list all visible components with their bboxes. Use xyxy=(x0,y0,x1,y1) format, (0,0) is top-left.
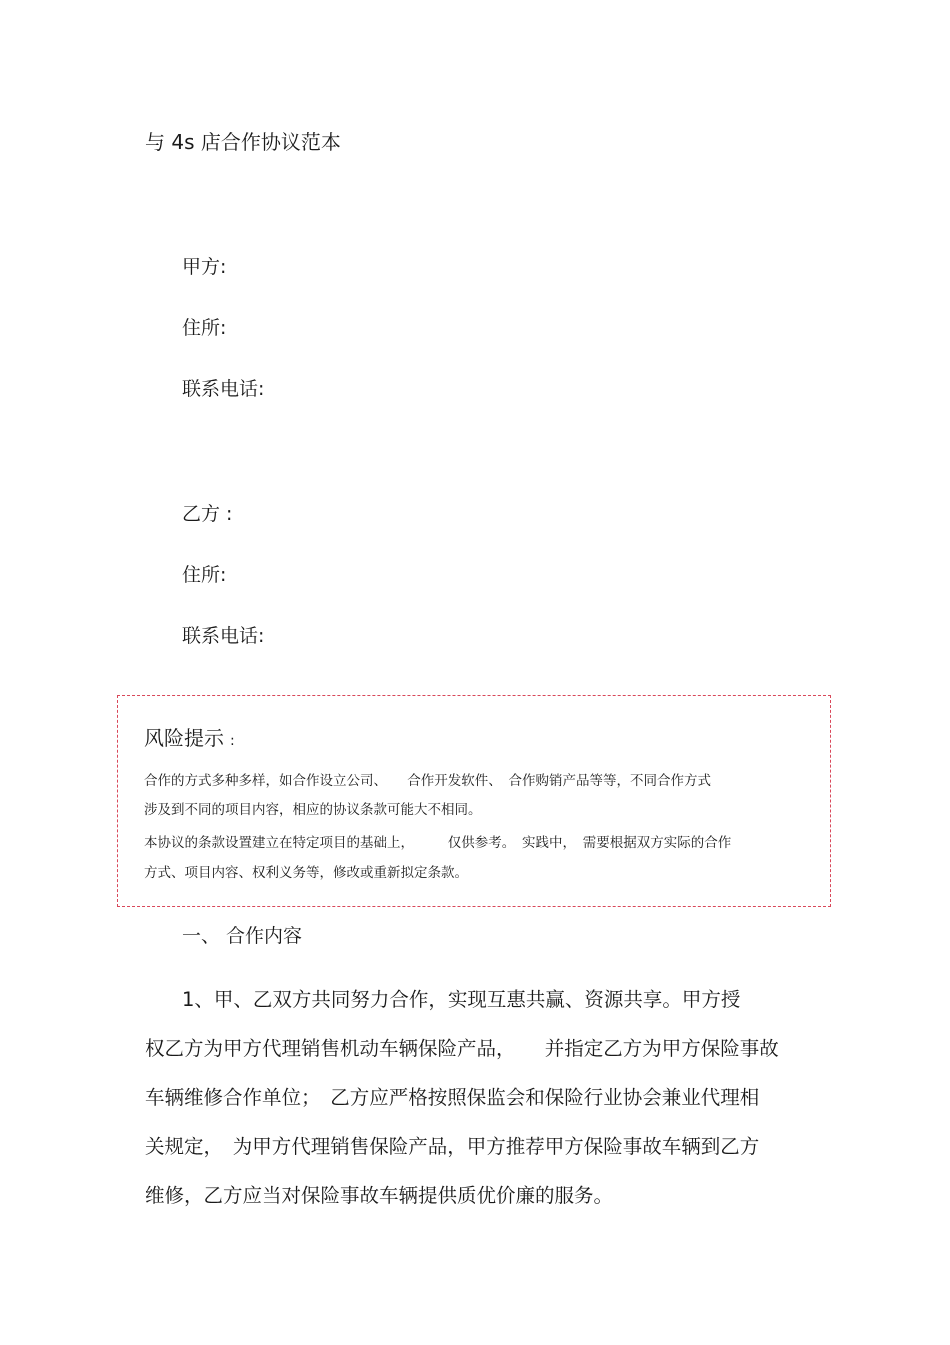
risk-notice-line: 合作的方式多种多样，如合作设立公司、 合作开发软件、 合作购销产品等等，不同合作方式 xyxy=(144,773,711,789)
paragraph-line: 权乙方为甲方代理销售机动车辆保险产品， 并指定乙方为甲方保险事故 xyxy=(145,1037,779,1060)
paragraph-line: 维修，乙方应当对保险事故车辆提供质优价廉的服务。 xyxy=(145,1184,614,1207)
risk-notice-line: 本协议的条款设置建立在特定项目的基础上， 仅供参考。 实践中， 需要根据双方实际的合作 xyxy=(144,835,732,851)
page-title: 与 4s 店合作协议范本 xyxy=(145,130,341,154)
paragraph-line: 关规定， 为甲方代理销售保险产品，甲方推荐甲方保险事故车辆到乙方 xyxy=(145,1135,760,1158)
risk-notice-line: 方式、项目内容、权利义务等，修改或重新拟定条款。 xyxy=(144,865,468,881)
risk-notice-title-colon: : xyxy=(230,733,235,749)
paragraph-line: 1、甲、乙双方共同努力合作，实现互惠共赢、资源共享。甲方授 xyxy=(182,988,741,1011)
paragraph-line: 车辆维修合作单位； 乙方应严格按照保监会和保险行业协会兼业代理相 xyxy=(145,1086,760,1109)
party-a-phone-label: 联系电话: xyxy=(182,378,265,400)
risk-notice-box xyxy=(117,695,831,907)
section-heading: 一、 合作内容 xyxy=(182,925,303,947)
risk-notice-title-text: 风险提示 xyxy=(144,726,224,750)
party-a-address-label: 住所: xyxy=(182,317,227,339)
party-b-phone-label: 联系电话: xyxy=(182,625,265,647)
risk-notice-title xyxy=(144,724,235,755)
party-b-address-label: 住所: xyxy=(182,564,227,586)
party-a-label: 甲方: xyxy=(182,256,227,278)
party-b-label: 乙方 : xyxy=(182,503,233,525)
risk-notice-line: 涉及到不同的项目内容，相应的协议条款可能大不相同。 xyxy=(144,802,482,818)
